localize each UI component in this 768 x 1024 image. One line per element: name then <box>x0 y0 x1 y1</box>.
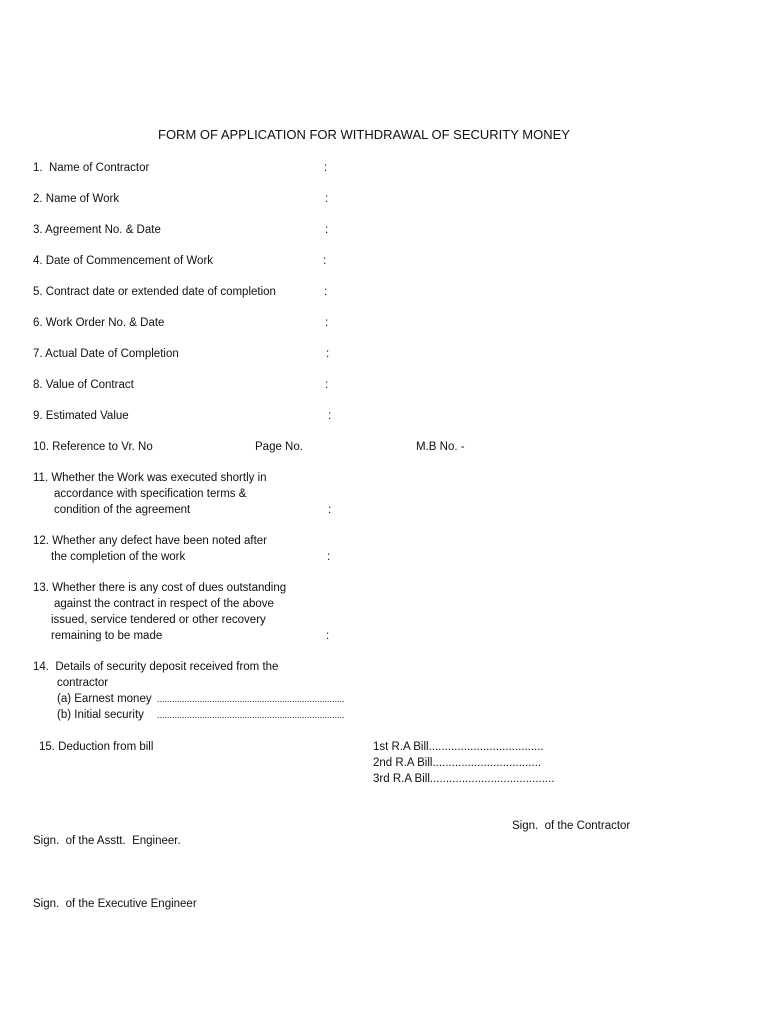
item-13-line-4: remaining to be made <box>51 630 163 642</box>
item-8-label: 8. Value of Contract <box>33 379 134 391</box>
item-4-label: 4. Date of Commencement of Work <box>33 255 214 267</box>
item-7-colon: : <box>326 348 330 360</box>
item-12-line-1: 12. Whether any defect have been noted after <box>33 535 267 547</box>
item-10-label: 10. Reference to Vr. No <box>33 441 153 453</box>
item-13-colon: : <box>326 630 330 642</box>
item-5-label: 5. Contract date or extended date of completion <box>33 286 276 298</box>
item-13-line-3: issued, service tendered or other recovery <box>51 614 266 626</box>
item-4-colon: : <box>323 255 327 267</box>
item-1-label: 1. Name of Contractor <box>33 162 150 174</box>
item-14-line-1: 14. Details of security deposit received from the <box>33 661 279 673</box>
item-2-colon: : <box>325 193 329 205</box>
item-2-label: 2. Name of Work <box>33 193 120 205</box>
earnest-money-label: (a) Earnest money <box>57 693 152 705</box>
item-11-line-1: 11. Whether the Work was executed shortly in <box>33 472 267 484</box>
ra-bill-1: 1st R.A Bill.................................... <box>373 741 544 753</box>
contractor-signature-label: Sign. of the Contractor <box>512 820 631 832</box>
item-9-colon: : <box>328 410 332 422</box>
item-13-line-1: 13. Whether there is any cost of dues outstanding <box>33 582 287 594</box>
item-13-line-2: against the contract in respect of the above <box>54 598 274 610</box>
item-9-label: 9. Estimated Value <box>33 410 129 422</box>
item-6-label: 6. Work Order No. & Date <box>33 317 165 329</box>
asstt-engineer-signature-label: Sign. of the Asstt. Engineer. <box>33 835 181 847</box>
earnest-money-dots: ........................................................................... <box>157 694 345 704</box>
item-6-colon: : <box>325 317 329 329</box>
item-1-colon: : <box>324 162 328 174</box>
item-12-line-2: the completion of the work <box>51 551 186 563</box>
item-11-line-2: accordance with specification terms & <box>54 488 247 500</box>
item-15-label: 15. Deduction from bill <box>39 741 154 753</box>
item-7-label: 7. Actual Date of Completion <box>33 348 179 360</box>
executive-engineer-signature-label: Sign. of the Executive Engineer <box>33 898 197 910</box>
item-5-colon: : <box>324 286 328 298</box>
item-10-mb-label: M.B No. - <box>416 441 465 453</box>
item-10-page-label: Page No. <box>255 441 303 453</box>
ra-bill-2: 2nd R.A Bill.................................. <box>373 757 542 769</box>
initial-security-dots: ........................................................................... <box>157 710 345 720</box>
item-8-colon: : <box>325 379 329 391</box>
item-12-colon: : <box>327 551 331 563</box>
item-11-line-3: condition of the agreement <box>54 504 191 516</box>
item-14-line-2: contractor <box>57 677 109 689</box>
item-3-label: 3. Agreement No. & Date <box>33 224 161 236</box>
form-title: FORM OF APPLICATION FOR WITHDRAWAL OF SECURITY MONEY <box>158 127 570 142</box>
item-3-colon: : <box>325 224 329 236</box>
ra-bill-3: 3rd R.A Bill....................................... <box>373 773 555 785</box>
initial-security-label: (b) Initial security <box>57 709 144 721</box>
item-11-colon: : <box>328 504 332 516</box>
